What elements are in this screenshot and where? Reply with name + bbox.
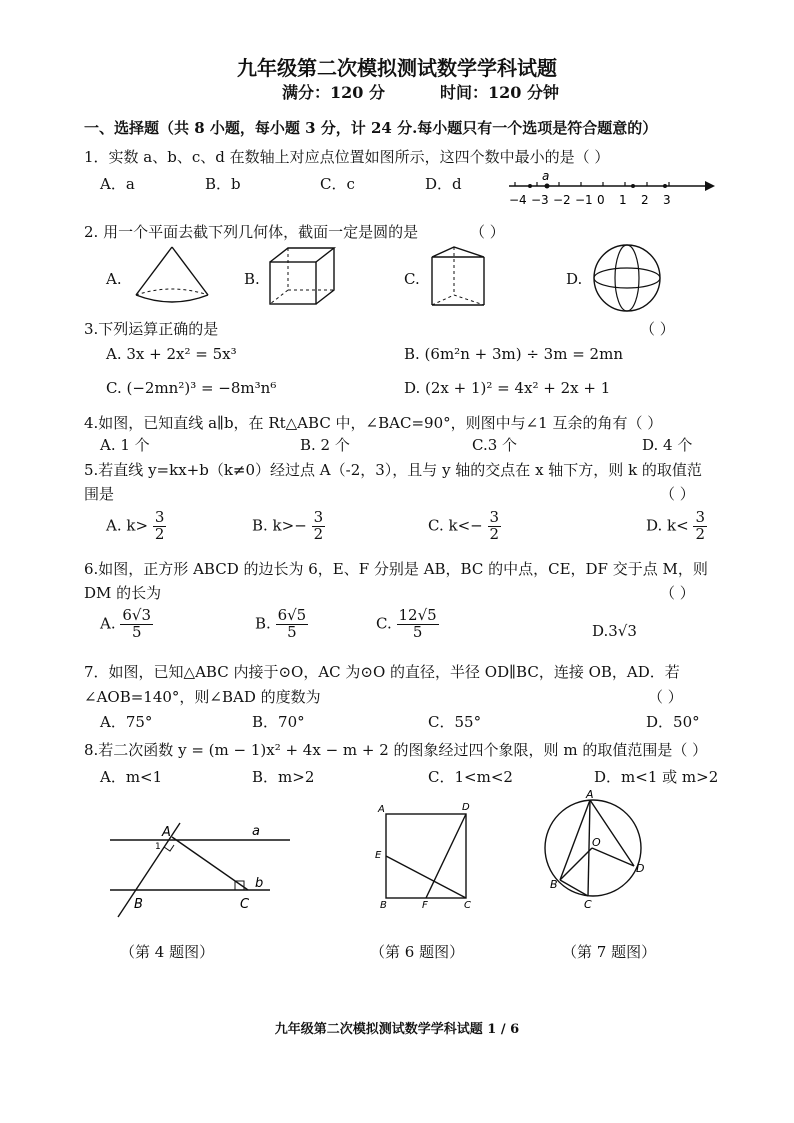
q3-option-a: A. 3x + 2x² = 5x³ [106,345,237,363]
point-a [545,184,550,189]
question-4-stem: 4.如图，已知直线 a∥b，在 Rt△ABC 中，∠BAC=90°，则图中与∠1 互余的角有（ ） [84,414,663,432]
q4-option-a: A. 1 个 [100,436,150,454]
q5-option-a [106,510,166,543]
figure-4 [100,815,290,920]
sphere-figure [590,242,664,314]
q4-option-c: C.3 个 [472,436,518,454]
q5-a-num: 3 [154,508,165,526]
question-2-stem: 2. 用一个平面去截下列几何体，截面一定是圆的是 [84,223,419,241]
q5-c-num: 3 [489,508,500,526]
q8-option-c: C．1<m<2 [428,768,513,786]
q7-answer-bracket: （ ） [648,688,683,706]
q5-option-c [428,510,501,543]
axis-tick-label: 3 [663,193,671,207]
q2-option-d: D. [566,270,583,288]
q4-option-b: B. 2 个 [300,436,350,454]
q3-option-d: D. (2x + 1)² = 4x² + 2x + 1 [404,379,611,397]
segment-ab [560,800,590,880]
segment-ce [386,856,466,898]
q5-b-prefix: B. k>− [252,516,307,535]
cone-figure [132,243,212,307]
label-E: E [375,850,382,861]
label-D: D [462,802,470,813]
label-A: A [162,825,171,840]
label-B: B [134,897,143,912]
label-O: O [592,836,601,849]
axis-tick-label: 0 [597,193,605,207]
q1-option-c: C．c [320,175,355,193]
diameter-ac [588,800,590,896]
q6-a-prefix: A. [100,614,116,633]
q5-c-den: 2 [489,524,500,543]
question-6-stem-line1: 6.如图，正方形 ABCD 的边长为 6，E、F 分别是 AB，BC 的中点，CE，DF 交于点 M，则 [84,560,708,578]
q5-a-den: 2 [154,524,165,543]
label-C: C [464,900,471,910]
label-B: B [550,878,558,891]
q6-a-num: 6√3 [122,606,152,624]
segment-df [426,814,466,898]
q6-c-num: 12√5 [398,606,437,624]
q8-option-a: A．m<1 [100,768,163,786]
q6-c-fraction [397,608,439,641]
q1-option-b: B．b [205,175,241,193]
q1-option-d: D．d [425,175,462,193]
question-7-stem-line2: ∠AOB=140°，则∠BAD 的度数为 [84,688,321,706]
question-3-stem: 3.下列运算正确的是 [84,320,219,338]
q5-b-num: 3 [313,508,324,526]
q6-c-prefix: C. [376,614,392,633]
q7-option-c: C．55° [428,713,482,731]
cube-figure [266,244,338,308]
question-7-stem-line1: 7．如图，已知△ABC 内接于⊙O，AC 为⊙O 的直径，半径 OD∥BC，连接 OB，AD．若 [84,663,680,681]
q7-option-a: A．75° [100,713,153,731]
q8-option-d: D．m<1 或 m>2 [594,768,719,786]
question-5-stem-line1: 5.若直线 y=kx+b（k≠0）经过点 A（-2，3），且与 y 轴的交点在 x 轴下方，则 k 的取值范 [84,461,702,479]
q1-option-a: A．a [100,175,135,193]
q3-option-b: B. (6m²n + 3m) ÷ 3m = 2mn [404,345,623,363]
q5-option-b [252,510,325,543]
q5-option-d [646,510,707,543]
figure-4-caption: （第 4 题图） [120,943,215,961]
label-angle-1: 1 [155,842,161,852]
q5-d-fraction [693,510,707,543]
question-5-stem-line2: 围是 [84,485,115,503]
q6-option-b [255,608,308,641]
section-heading: 一、选择题（共 8 小题，每小题 3 分，计 24 分.每小题只有一个选项是符合题意的） [84,119,658,137]
q5-b-fraction [312,510,326,543]
q5-b-den: 2 [313,524,324,543]
q6-option-d: D.3√3 [592,622,637,640]
question-6-stem-line2: DM 的长为 [84,584,162,602]
segment-ob [560,848,592,880]
number-line-figure [505,168,720,210]
label-C: C [240,897,250,912]
score-info: 满分：120 分 [282,83,385,102]
point-b [631,184,635,188]
axis-tick-label: 2 [641,193,649,207]
q6-b-den: 5 [287,622,297,641]
q8-option-b: B．m>2 [252,768,315,786]
axis-tick-label: −4 [509,193,527,207]
q5-a-prefix: A. k> [106,516,149,535]
q5-d-prefix: D. k< [646,516,689,535]
point-c [663,184,667,188]
q6-b-num: 6√5 [277,606,307,624]
label-F: F [422,900,428,910]
page-footer: 九年级第二次模拟测试数学学科试题 1 / 6 [274,1022,520,1037]
label-D: D [636,862,645,875]
q4-option-d: D. 4 个 [642,436,693,454]
page-title: 九年级第二次模拟测试数学学科试题 [237,56,557,80]
square-abcd [386,814,466,898]
question-1-stem: 1．实数 a、b、c、d 在数轴上对应点位置如图所示，这四个数中最小的是（ ） [84,148,610,166]
q5-c-prefix: C. k<− [428,516,483,535]
q6-a-den: 5 [131,622,142,641]
axis-tick-label: 1 [619,193,627,207]
q6-b-prefix: B. [255,614,271,633]
q5-c-fraction [488,510,502,543]
question-8-stem: 8.若二次函数 y = (m − 1)x² + 4x − m + 2 的图象经过四个象限，则 m 的取值范围是（ ） [84,741,708,759]
label-A: A [378,804,385,815]
segment-bc [560,880,588,896]
q5-a-fraction [153,510,167,543]
label-C: C [584,898,592,911]
figure-7-caption: （第 7 题图） [562,943,657,961]
figure-6 [372,800,482,910]
q5-d-den: 2 [695,524,706,543]
q6-option-c [376,608,439,641]
q3-answer-bracket: （ ） [640,320,675,338]
axis-tick-label: −2 [553,193,571,207]
segment-ac [172,837,248,890]
figure-6-caption: （第 6 题图） [370,943,465,961]
label-a: a [252,824,260,839]
q7-option-d: D．50° [646,713,700,731]
q7-option-b: B．70° [252,713,305,731]
q6-option-a [100,608,153,641]
label-A: A [586,788,594,801]
q6-a-fraction [120,608,153,641]
q2-option-b: B. [244,270,260,288]
q6-b-fraction [276,608,309,641]
q3-option-c: C. (−2mn²)³ = −8m³n⁶ [106,379,277,397]
axis-tick-label: −3 [531,193,549,207]
label-b: b [255,876,264,891]
q2-option-c: C. [404,270,420,288]
axis-tick-label: −1 [575,193,593,207]
q2-option-a: A. [106,270,122,288]
triangular-prism-figure [428,243,490,309]
q2-answer-bracket: （ ） [470,223,505,241]
label-B: B [380,900,387,910]
point-a-label: a [542,169,550,183]
q5-d-num: 3 [695,508,706,526]
time-info: 时间：120 分钟 [440,83,559,102]
q6-c-den: 5 [412,622,423,641]
q6-answer-bracket: （ ） [660,584,695,602]
figure-7 [538,788,658,913]
q5-answer-bracket: （ ） [660,485,695,503]
point-d [528,184,532,188]
axis-arrow [705,181,715,191]
